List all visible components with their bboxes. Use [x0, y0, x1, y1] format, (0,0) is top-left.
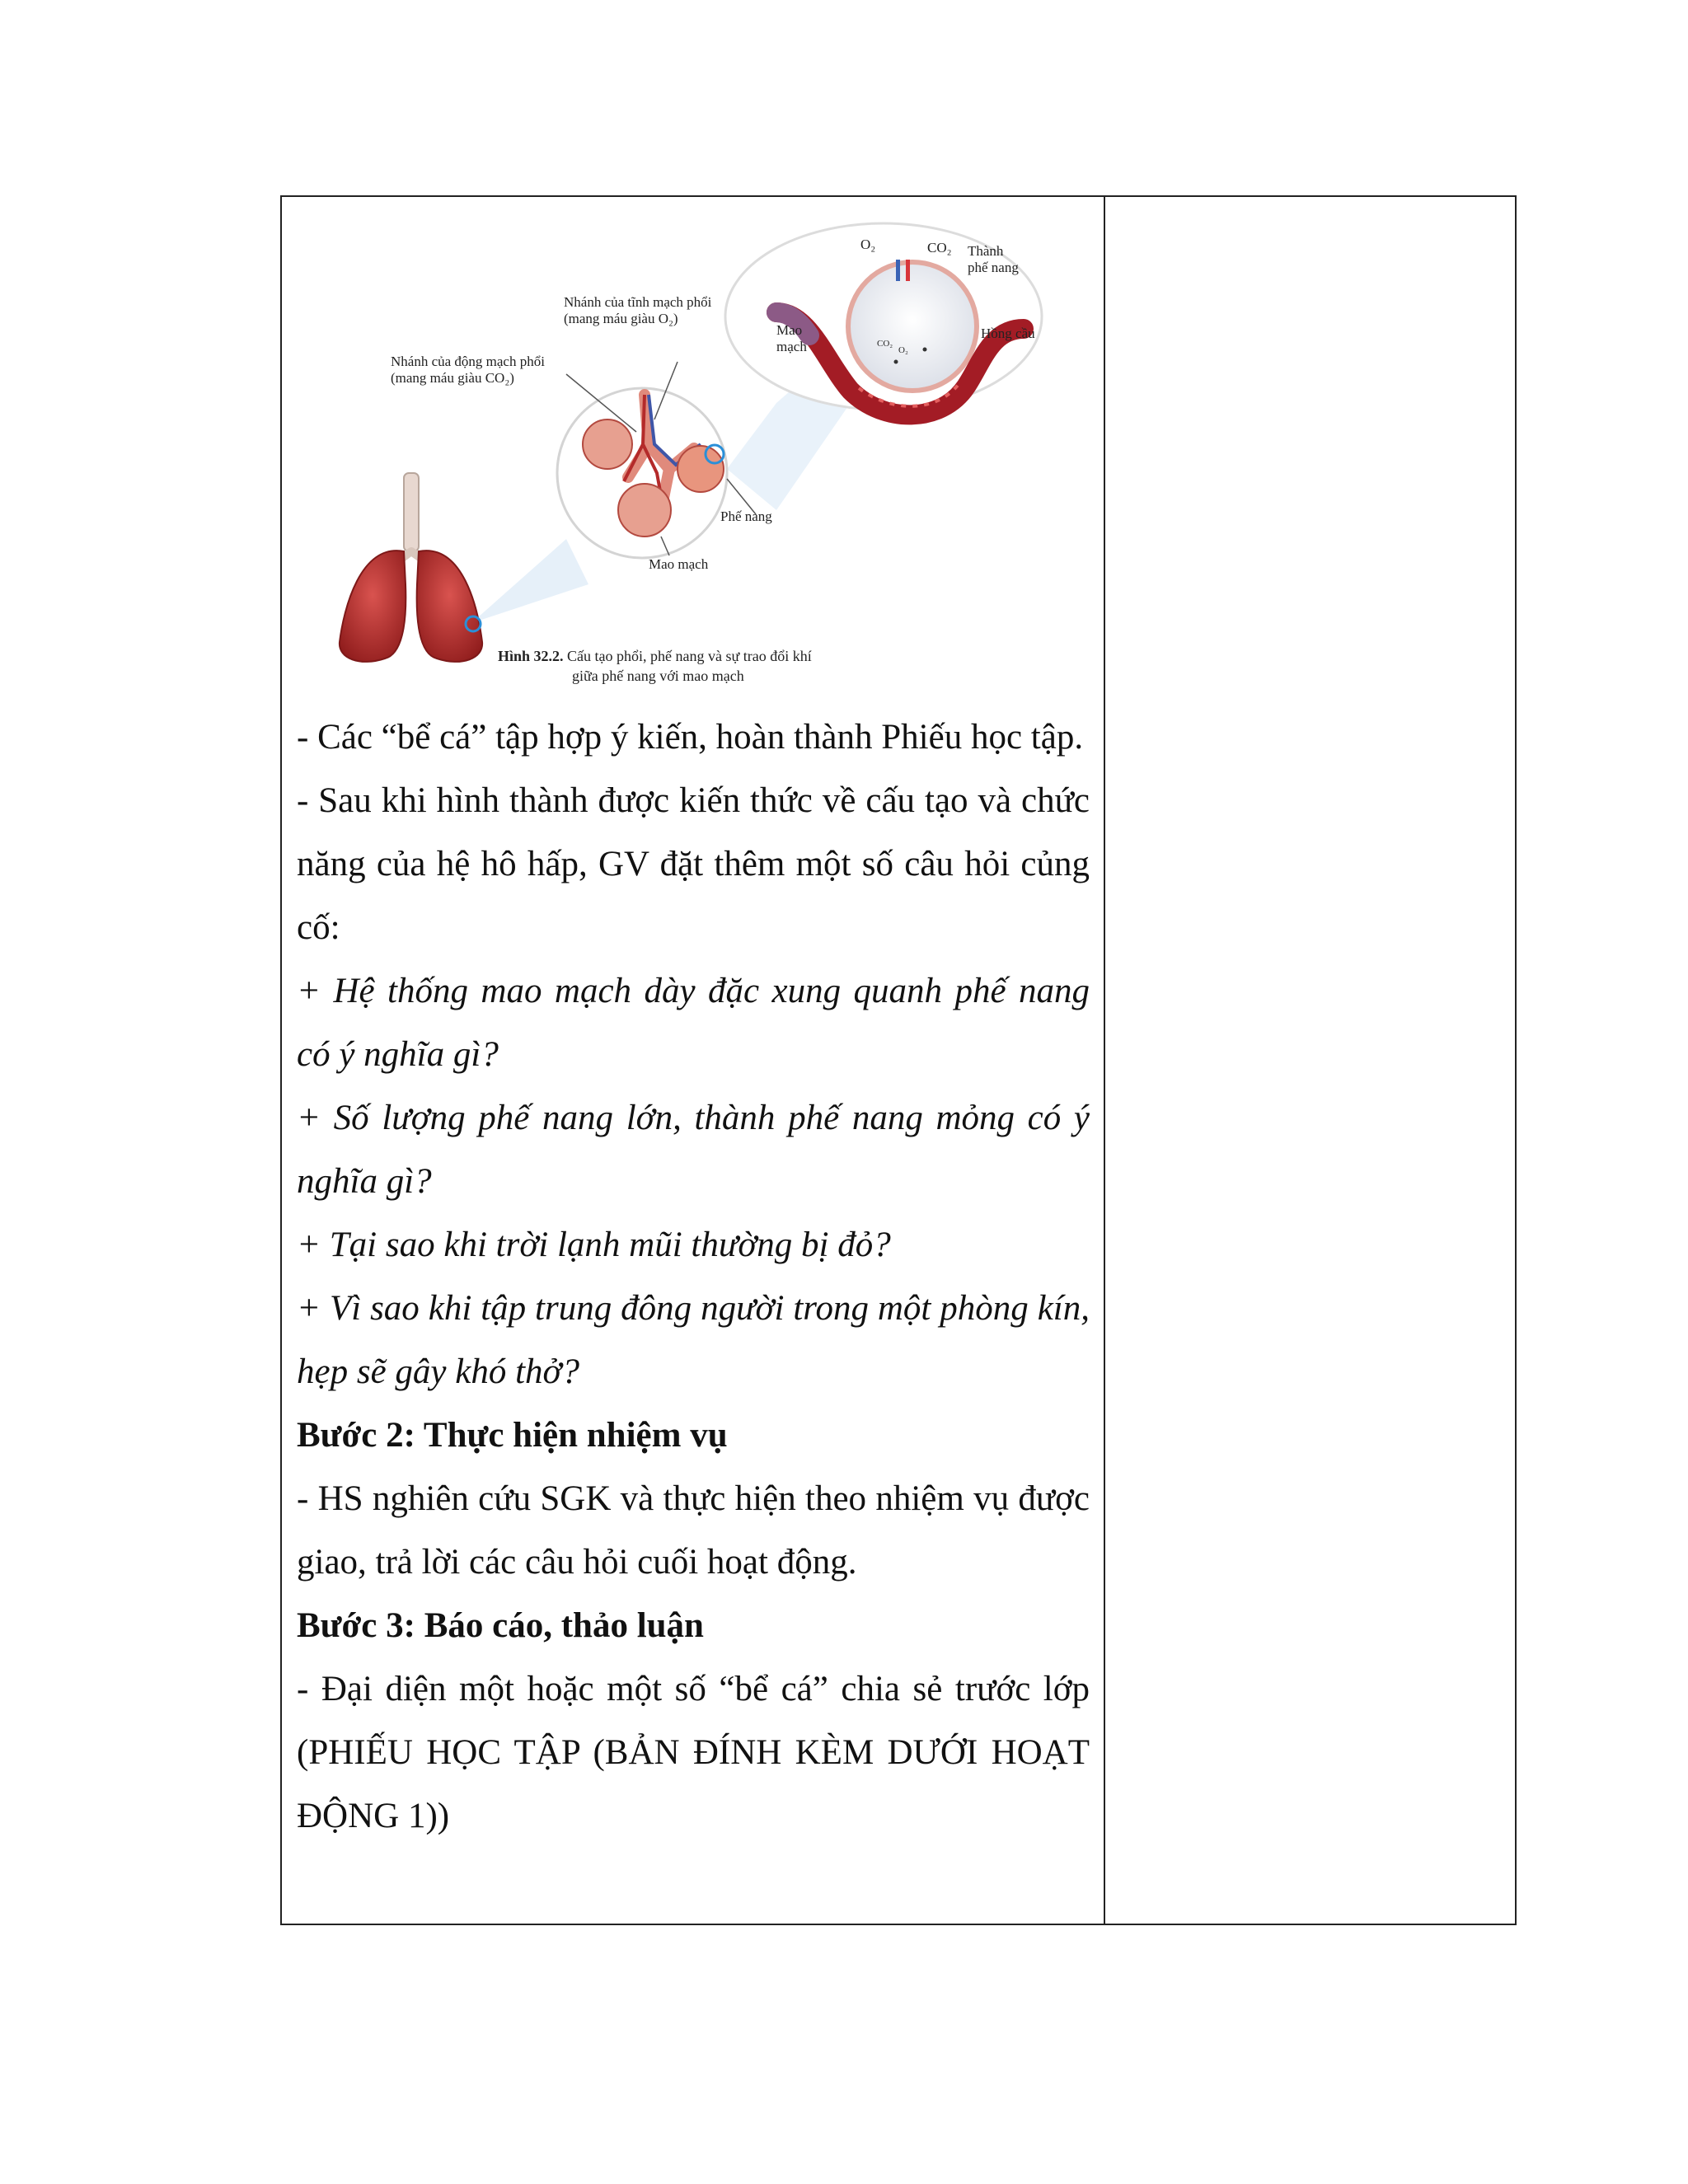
question-red-nose: + Tại sao khi trời lạnh mũi thường bị đỏ? — [297, 1226, 891, 1264]
caption-number: Hình 32.2. — [498, 648, 564, 664]
alveolus-icon — [848, 262, 977, 391]
lesson-table — [280, 195, 1517, 1925]
right-lung — [417, 551, 482, 662]
label-alveoli: Phế nang — [720, 509, 772, 524]
question-crowded-room: + Vì sao khi tập trung đông người trong một phòng kín, hẹp sẽ gây khó thở? — [297, 1289, 1090, 1391]
label-alveolus-wall: Thành phế nang — [968, 243, 1019, 275]
caption-line-1: Cấu tạo phổi, phế nang và sự trao đổi khí — [567, 648, 812, 664]
step-2-heading: Bước 2: Thực hiện nhiệm vụ — [297, 1416, 728, 1455]
activity-text — [297, 705, 1090, 1848]
alveoli-cluster-left — [583, 419, 632, 469]
trachea — [404, 473, 419, 551]
question-capillaries: + Hệ thống mao mạch dày đặc xung quanh phế nang có ý nghĩa gì? — [297, 972, 1090, 1074]
zoom-beam-lower — [471, 539, 588, 623]
alveoli-cluster-right — [678, 446, 724, 492]
paragraph-step-2: - HS nghiên cứu SGK và thực hiện theo nhiệm vụ được giao, trả lời các câu hỏi cuối hoạt động. — [297, 1479, 1090, 1582]
paragraph-step-3: - Đại diện một hoặc một số “bể cá” chia sẻ trước lớp (PHIẾU HỌC TẬP (BẢN ĐÍNH KÈM DƯỚI HOẠT ĐỘNG 1)) — [297, 1670, 1090, 1835]
caption-line-2: giữa phế nang với mao mạch — [572, 668, 744, 684]
label-capillary-side: Mao mạch — [776, 322, 807, 354]
question-alveoli: + Số lượng phế nang lớn, thành phế nang mỏng có ý nghĩa gì? — [297, 1099, 1090, 1201]
figure-caption — [498, 646, 812, 686]
o2-arrow — [896, 260, 900, 281]
label-capillaries: Mao mạch — [649, 556, 709, 572]
label-co2: CO₂ — [927, 240, 952, 255]
label-artery-branch: Nhánh của động mạch phổi (mang máu giàu CO₂) — [391, 354, 545, 386]
alveoli-cluster-bottom — [618, 484, 671, 537]
label-small-o2: O₂ — [898, 345, 908, 355]
co2-arrow — [906, 260, 910, 281]
label-small-co2: CO₂ — [877, 339, 893, 349]
label-o2: O₂ — [860, 237, 876, 252]
activity-column — [282, 197, 1105, 1924]
label-vein-branch: Nhánh của tĩnh mạch phổi (mang máu giàu O₂) — [564, 294, 712, 326]
paragraph-teacher-questions: - Sau khi hình thành được kiến thức về cấu tạo và chức năng của hệ hô hấp, GV đặt thêm một số câu hỏi củng cố: — [297, 781, 1090, 947]
paragraph-group-work: - Các “bể cá” tập hợp ý kiến, hoàn thành Phiếu học tập. — [297, 718, 1084, 757]
empty-column — [1105, 197, 1515, 1924]
step-3-heading: Bước 3: Báo cáo, thảo luận — [297, 1606, 704, 1645]
left-lung — [340, 551, 406, 662]
lung-figure — [282, 197, 1105, 691]
label-red-blood-cell: Hồng cầu — [981, 326, 1035, 341]
